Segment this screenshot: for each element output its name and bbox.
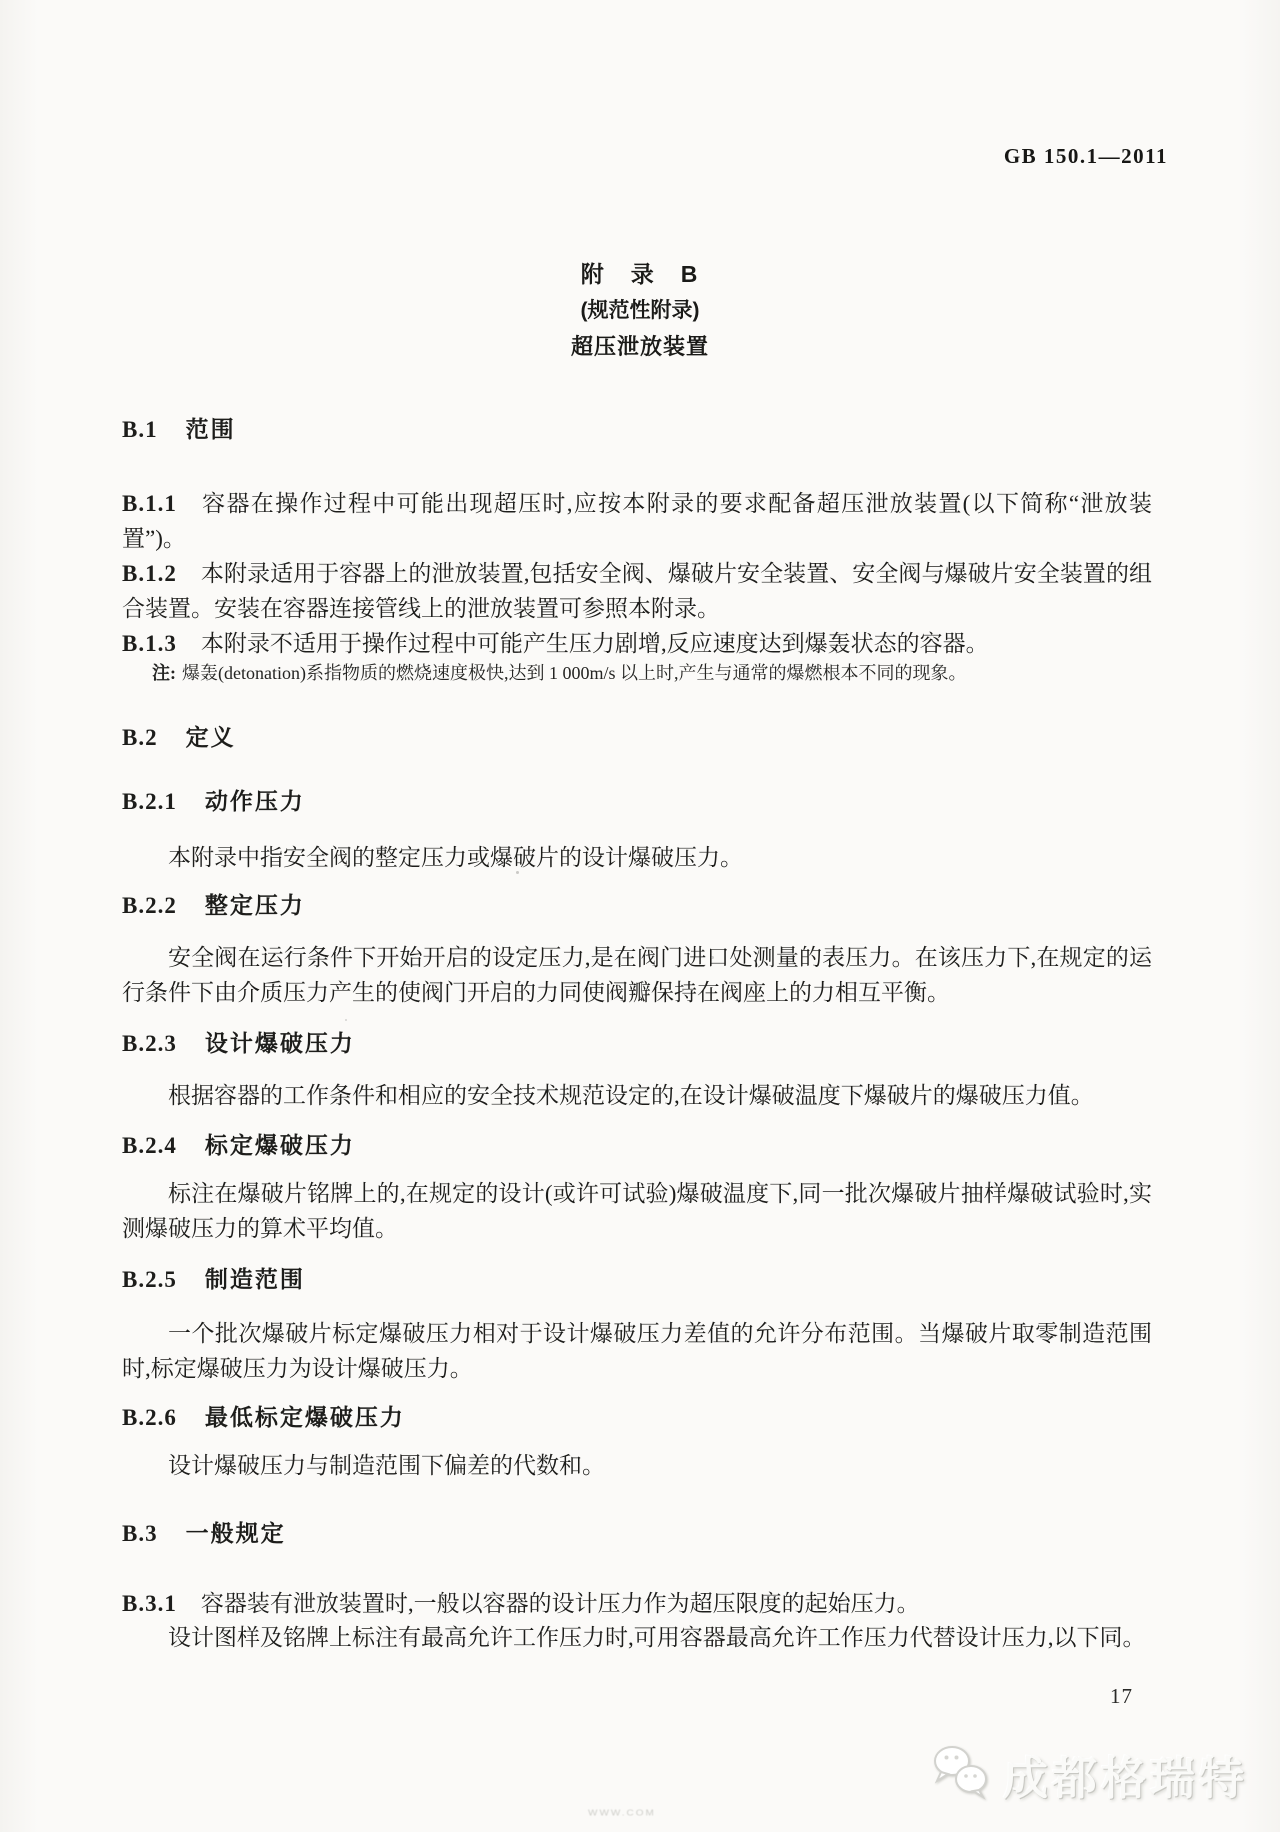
subsection-heading-B2-2 [122, 888, 305, 923]
note [152, 658, 966, 688]
subsection-title: 标定爆破压力 [204, 1132, 355, 1158]
subsection-title: 整定压力 [204, 892, 305, 918]
paragraph: 安全阀在运行条件下开始开启的设定压力,是在阀门进口处测量的表压力。在该压力下,在规定的运行条件下由介质压力产生的使阀门开启的力同使阀瓣保持在阀座上的力相互平衡。 [122, 945, 1152, 1005]
subsection-title: 制造范围 [204, 1266, 305, 1292]
scan-artifact-micro-text: WWW.COM [588, 1808, 656, 1819]
subsection-number: B.2.3 [122, 1031, 177, 1056]
subsection-heading-B2-1 [122, 784, 305, 819]
clause-number: B.1.1 [122, 491, 177, 516]
paragraph: 标注在爆破片铭牌上的,在规定的设计(或许可试验)爆破温度下,同一批次爆破片抽样爆破试验时,实测爆破压力的算术平均值。 [122, 1181, 1152, 1241]
subsection-heading-B2-6 [122, 1400, 405, 1435]
paragraph: 本附录中指安全阀的整定压力或爆破片的设计爆破压力。 [168, 845, 743, 870]
clause-B1-1 [122, 486, 1152, 556]
paragraph: 设计爆破压力与制造范围下偏差的代数和。 [168, 1453, 605, 1478]
paragraph: 根据容器的工作条件和相应的安全技术规范设定的,在设计爆破温度下爆破片的爆破压力值。 [168, 1083, 1094, 1108]
appendix-subtitle: (规范性附录) [580, 299, 700, 322]
subsection-heading-B2-3 [122, 1026, 355, 1061]
subsection-number: B.2.2 [122, 893, 177, 918]
clause-B1-3 [122, 626, 1152, 661]
section-title: 一般规定 [185, 1520, 286, 1546]
wechat-icon [929, 1744, 993, 1805]
subsection-number: B.2.6 [122, 1405, 177, 1430]
subsection-number: B.2.1 [122, 789, 177, 814]
section-heading-B2 [122, 720, 236, 755]
appendix-title: 附 录 B [580, 261, 700, 287]
paragraph: 一个批次爆破片标定爆破压力相对于设计爆破压力差值的允许分布范围。当爆破片取零制造范围时,标定爆破压力为设计爆破压力。 [122, 1321, 1152, 1381]
appendix-name: 超压泄放装置 [570, 334, 709, 359]
clause-number: B.1.2 [122, 561, 177, 586]
scan-speck [711, 956, 714, 959]
subsection-heading-B2-4 [122, 1128, 355, 1163]
subsection-number: B.2.4 [122, 1133, 177, 1158]
page-number: 17 [1110, 1684, 1133, 1708]
note-text: 爆轰(detonation)系指物质的燃烧速度极快,达到 1 000m/s 以上时,产生与通常的爆燃根本不同的现象。 [182, 663, 967, 683]
subsection-title: 设计爆破压力 [204, 1030, 355, 1056]
subsection-heading-B2-5 [122, 1262, 305, 1297]
clause-B1-2 [122, 556, 1152, 626]
clause-text: 容器装有泄放装置时,一般以容器的设计压力作为超压限度的起始压力。 [200, 1591, 920, 1616]
section-number: B.2 [122, 725, 158, 750]
section-heading-B3 [122, 1516, 286, 1551]
clause-text: 本附录适用于容器上的泄放装置,包括安全阀、爆破片安全装置、安全阀与爆破片安全装置的组合装置。安装在容器连接管线上的泄放装置可参照本附录。 [122, 561, 1152, 621]
clause-text: 本附录不适用于操作过程中可能产生压力剧增,反应速度达到爆轰状态的容器。 [200, 631, 989, 656]
subsection-number: B.2.5 [122, 1267, 177, 1292]
subsection-title: 动作压力 [204, 788, 305, 814]
standard-number-header: GB 150.1—2011 [1003, 144, 1168, 168]
brand-watermark-text: 成都格瑞特 [1002, 1753, 1248, 1804]
section-title: 定义 [185, 724, 236, 750]
subsection-title: 最低标定爆破压力 [204, 1404, 405, 1430]
clause-text: 容器在操作过程中可能出现超压时,应按本附录的要求配备超压泄放装置(以下简称“泄放装置”)。 [122, 491, 1152, 551]
section-number: B.3 [122, 1521, 158, 1546]
scan-speck [516, 871, 519, 874]
note-label: 注: [152, 663, 176, 683]
brand-watermark [929, 1742, 1248, 1807]
paragraph: 设计图样及铭牌上标注有最高允许工作压力时,可用容器最高允许工作压力代替设计压力,以下同。 [168, 1625, 1146, 1650]
section-heading-B1 [122, 412, 236, 447]
scan-speck [345, 1019, 347, 1021]
clause-B3-1 [122, 1586, 1152, 1621]
clause-number: B.1.3 [122, 631, 177, 656]
section-number: B.1 [122, 417, 158, 442]
clause-number: B.3.1 [122, 1591, 177, 1616]
section-title: 范围 [185, 416, 236, 442]
